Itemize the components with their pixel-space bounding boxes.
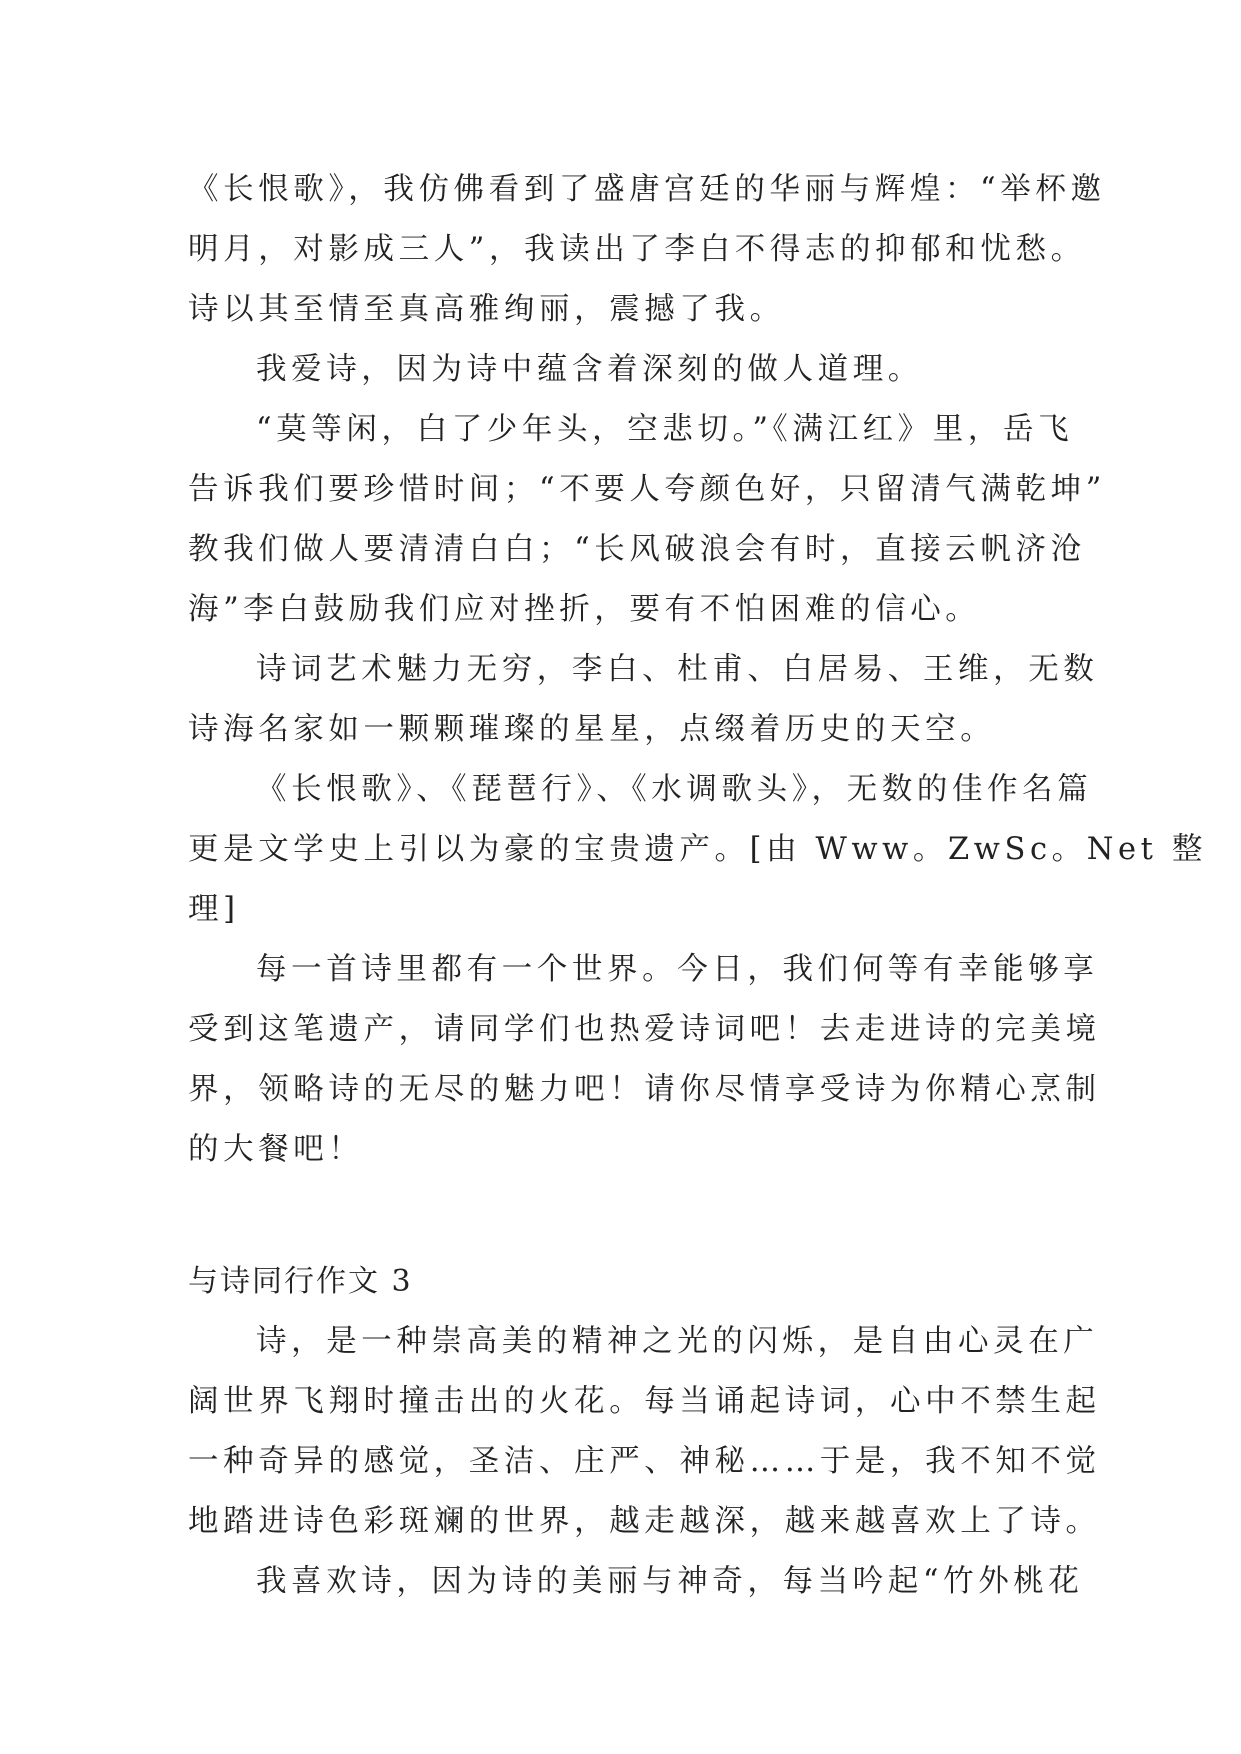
essay-part-1 [188,160,1207,1180]
text-line: 诗词艺术魅力无穷，李白、杜甫、白居易、王维，无数 [256,652,1099,687]
essay-body [188,160,1207,1612]
text-line: 每一首诗里都有一个世界。今日，我们何等有幸能够享 [256,952,1099,987]
text-line: 《长恨歌》，我仿佛看到了盛唐宫廷的华丽与辉煌：“举杯邀 [188,172,1106,207]
text-line: 诗海名家如一颗颗璀璨的星星，点缀着历史的天空。 [188,712,996,747]
text-line: 《长恨歌》、《琵琶行》、《水调歌头》，无数的佳作名篇 [256,772,1093,807]
text-line: 更是文学史上引以为豪的宝贵遗产。[由 Www。ZwSc。Net 整 [188,832,1207,867]
text-line: “莫等闲，白了少年头，空悲切。”《满江红》里，岳飞 [256,412,1074,447]
text-line: 界，领略诗的无尽的魅力吧！请你尽情享受诗为你精心烹制 [188,1072,1101,1107]
text-line: 我喜欢诗，因为诗的美丽与神奇，每当吟起“竹外桃花 [256,1564,1084,1599]
text-line: 明月，对影成三人”，我读出了李白不得志的抑郁和忧愁。 [188,232,1086,267]
essay-part-2 [188,1312,1101,1612]
text-line: 一种奇异的感觉，圣洁、庄严、神秘……于是，我不知不觉 [188,1444,1101,1479]
text-line: 受到这笔遗产，请同学们也热爱诗词吧！去走进诗的完美境 [188,1012,1101,1047]
text-line: 告诉我们要珍惜时间；“不要人夸颜色好，只留清气满乾坤” [188,472,1106,507]
section-gap [188,1180,1068,1252]
text-line: 诗，是一种崇高美的精神之光的闪烁，是自由心灵在广 [256,1324,1099,1359]
text-line: 理] [188,892,240,927]
text-line: 我爱诗，因为诗中蕴含着深刻的做人道理。 [256,352,923,387]
text-line: 阔世界飞翔时撞击出的火花。每当诵起诗词，心中不禁生起 [188,1384,1101,1419]
text-line: 的大餐吧！ [188,1132,364,1167]
text-line: 诗以其至情至真高雅绚丽，震撼了我。 [188,292,785,327]
text-line: 海”李白鼓励我们应对挫折，要有不怕困难的信心。 [188,592,981,627]
section-heading: 与诗同行作文 3 [188,1264,413,1299]
text-line: 教我们做人要清清白白；“长风破浪会有时，直接云帆济沧 [188,532,1086,567]
text-line: 地踏进诗色彩斑斓的世界，越走越深，越来越喜欢上了诗。 [188,1504,1101,1539]
